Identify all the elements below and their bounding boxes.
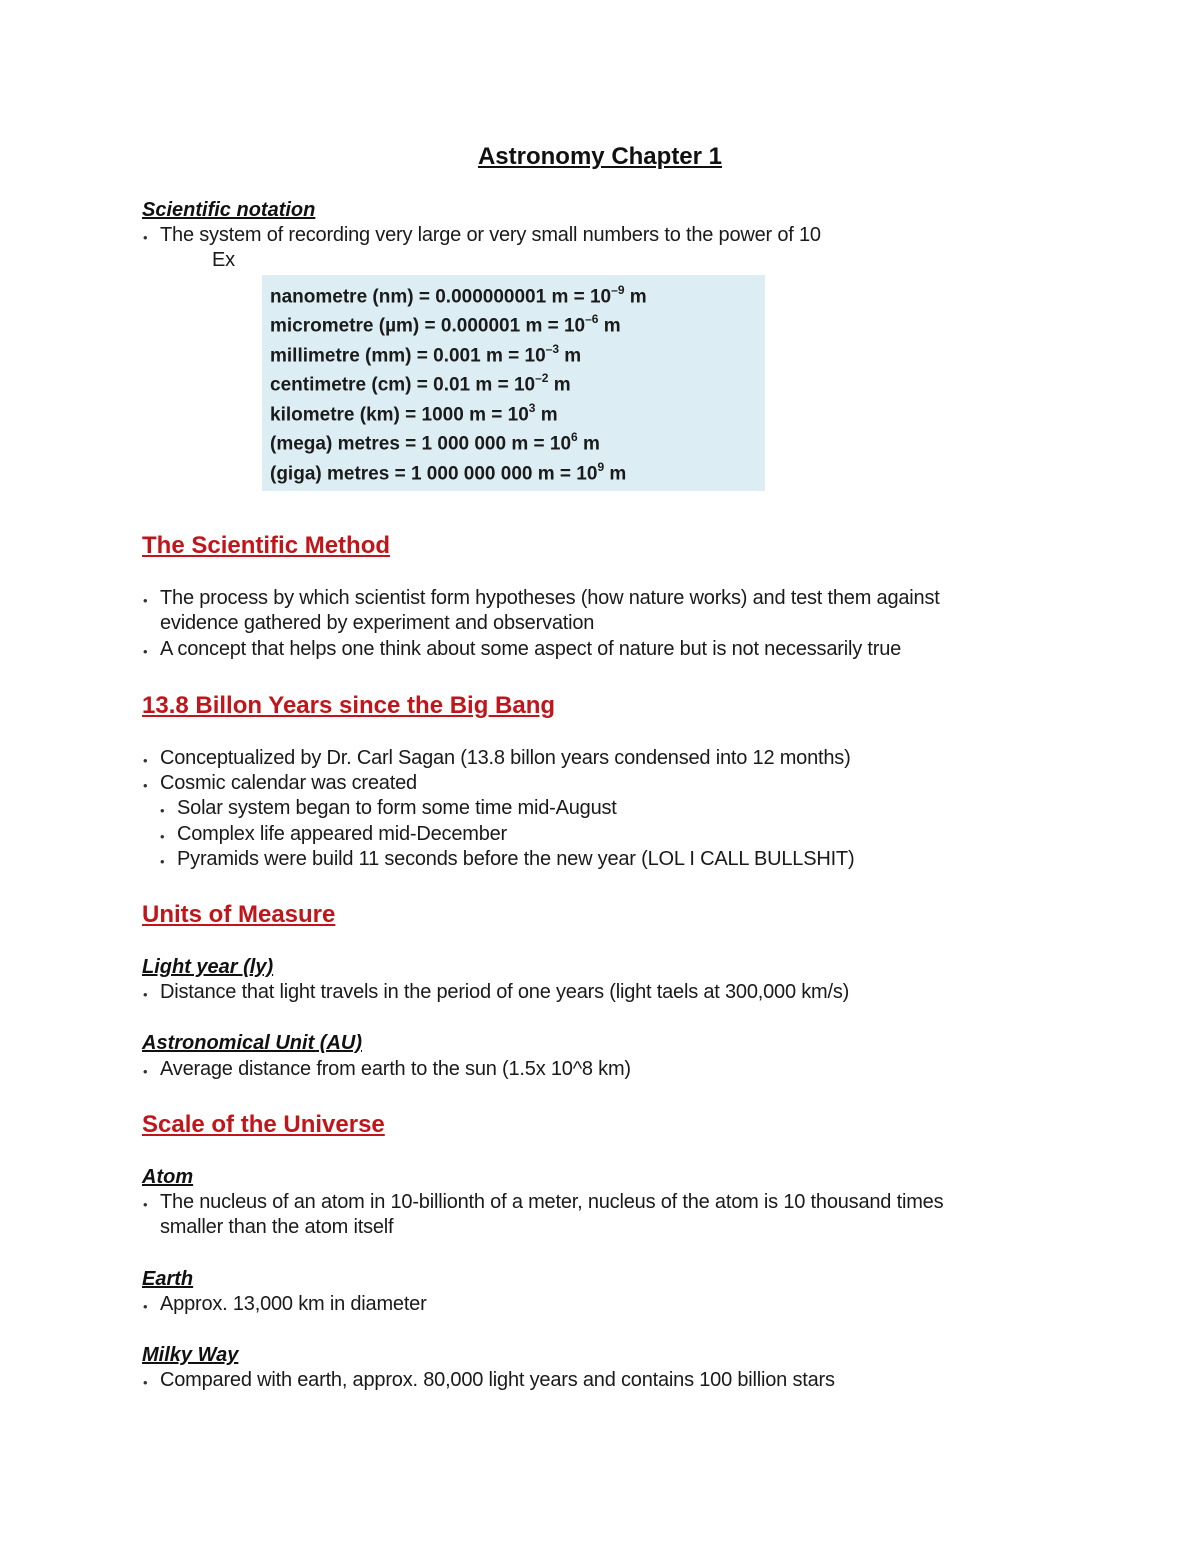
big-bang-sub-bullet-1: Solar system began to form some time mid-August [177,797,617,819]
bullet-icon: • [143,1375,148,1390]
table-row: (giga) metres = 1 000 000 000 $m = 10^9$ m [270,460,627,485]
light-year-heading: Light year (ly) [142,956,274,978]
table-row: nanometre (nm) = 0.000000001 $m = 10^{-9}$ m [270,283,647,308]
earth-heading: Earth [142,1268,194,1290]
bullet-icon: • [160,854,165,869]
bullet-icon: • [143,778,148,793]
table-row: micrometre (µm) = 0.000001 $m = 10^{-6}$ m [270,312,621,337]
atom-bullet-cont: smaller than the atom itself [160,1216,394,1238]
example-label: Ex [212,249,235,271]
table-row: kilometre (km) = 1000 $m = 10^3$ m [270,401,558,426]
atom-heading: Atom [142,1166,194,1188]
bullet-icon: • [160,803,165,818]
bullet-icon: • [143,1064,148,1079]
units-heading: Units of Measure [142,901,336,928]
sci-method-bullet-1: The process by which scientist form hypotheses (how nature works) and test them against [160,587,940,609]
bullet-icon: • [143,1299,148,1314]
earth-bullet: Approx. 13,000 km in diameter [160,1293,427,1315]
sci-method-bullet-1-cont: evidence gathered by experiment and observation [160,612,595,634]
big-bang-sub-bullet-3: Pyramids were build 11 seconds before the new year (LOL I CALL BULLSHIT) [177,848,855,870]
bullet-icon: • [143,644,148,659]
bullet-icon: • [143,1197,148,1212]
sci-notation-bullet: The system of recording very large or very small numbers to the power of 10 [160,224,821,246]
bullet-icon: • [143,753,148,768]
scientific-notation-heading: Scientific notation [142,199,316,221]
bullet-icon: • [143,593,148,608]
bullet-icon: • [143,987,148,1002]
atom-bullet: The nucleus of an atom in 10-billionth of a meter, nucleus of the atom is 10 thousand times [160,1191,944,1213]
bullet-icon: • [143,230,148,245]
big-bang-sub-bullet-2: Complex life appeared mid-December [177,823,508,845]
big-bang-heading: 13.8 Billon Years since the Big Bang [142,692,556,719]
au-heading: Astronomical Unit (AU) [142,1032,362,1054]
scale-heading: Scale of the Universe [142,1111,385,1138]
table-row: (mega) metres = 1 000 000 $m = 10^6$ m [270,430,600,455]
table-row: centimetre (cm) = 0.01 $m = 10^{-2}$ m [270,371,571,396]
sci-method-bullet-2: A concept that helps one think about some aspect of nature but is not necessarily true [160,638,902,660]
light-year-bullet: Distance that light travels in the period of one years (light taels at 300,000 km/s) [160,981,850,1003]
au-bullet: Average distance from earth to the sun (1.5x 10^8 km) [160,1058,631,1080]
page-title: Astronomy Chapter 1 [477,143,723,170]
milky-way-bullet: Compared with earth, approx. 80,000 light years and contains 100 billion stars [160,1369,835,1391]
bullet-icon: • [160,829,165,844]
big-bang-bullet-2: Cosmic calendar was created [160,772,417,794]
table-row: millimetre (mm) = 0.001 $m = 10^{-3}$ m [270,342,582,367]
big-bang-bullet-1: Conceptualized by Dr. Carl Sagan (13.8 billon years condensed into 12 months) [160,747,851,769]
scientific-method-heading: The Scientific Method [142,532,391,559]
units-example-table [262,275,765,491]
milky-way-heading: Milky Way [142,1344,239,1366]
